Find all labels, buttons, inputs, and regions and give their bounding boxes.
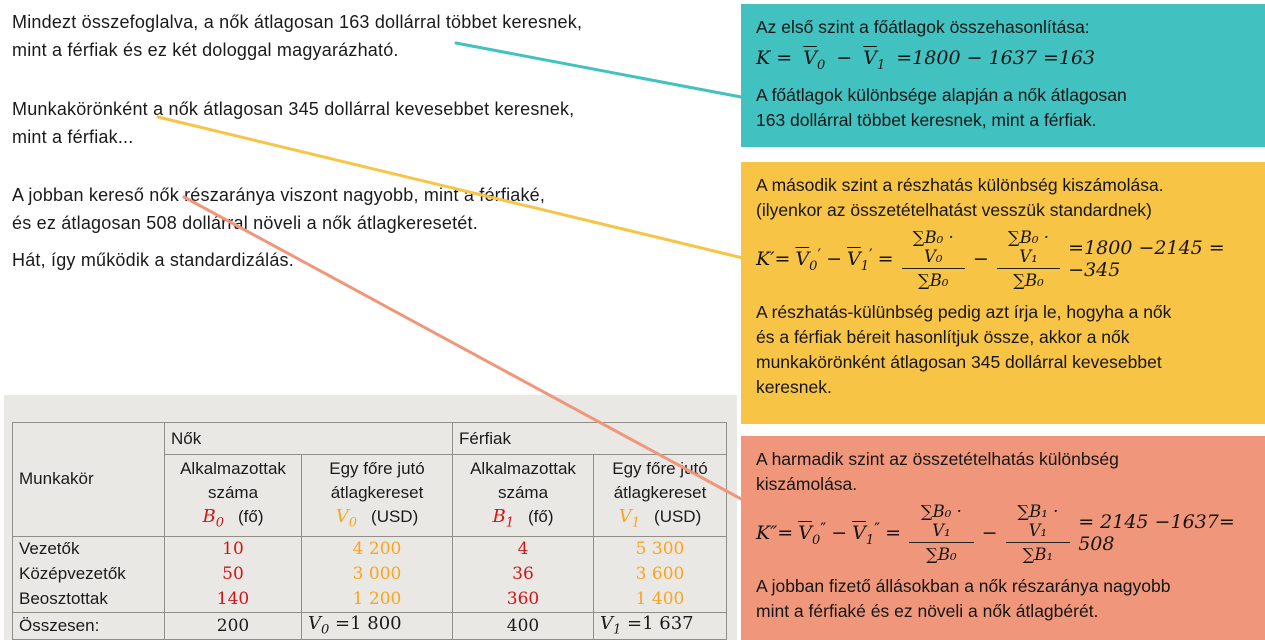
symbol-b1: $B_1$	[492, 506, 514, 531]
text-line: kiszámolása.	[756, 474, 858, 494]
row-label: Beosztottak	[13, 587, 165, 613]
column-header-munkakor: Munkakör	[13, 423, 165, 537]
cell-value: 3 600	[594, 562, 727, 587]
third-level-caption	[756, 574, 1250, 624]
text-line: átlagkereset	[613, 483, 707, 502]
subheader-men-count	[453, 455, 594, 537]
third-level-title	[756, 447, 1250, 497]
first-level-title: Az első szint a főátlagok összehasonlítása:	[756, 17, 1090, 37]
text-line: Mindezt összefoglalva, a nők átlagosan 163 dollárral többet keresnek,	[12, 12, 583, 32]
table-row	[13, 587, 727, 613]
total-men-average: $\overline{V}_1 =1$ 637	[594, 612, 727, 639]
cell-value: 50	[165, 562, 302, 587]
paragraph-per-job-difference	[12, 95, 574, 151]
table-group-header-row	[13, 423, 727, 455]
text-line: Egy főre jutó	[612, 459, 708, 478]
text-line: átlagkereset	[330, 483, 424, 502]
text-line: A részhatás-külünbség pedig azt írja le, hogyha a nők	[756, 302, 1172, 322]
text-line: mint a férfiak és ez két dologgal magyarázható.	[12, 40, 399, 60]
second-level-title	[756, 173, 1250, 223]
total-men-count: 400	[453, 612, 594, 639]
symbol-v1: $V_1$	[618, 506, 641, 531]
text-line: száma	[497, 483, 549, 502]
cell-value: 10	[165, 536, 302, 562]
text-line: és ez átlagosan 508 dollárral növeli a nők átlagkeresetét.	[12, 213, 478, 233]
cell-value: 4	[453, 536, 594, 562]
group-header-men: Férfiak	[453, 423, 727, 455]
cell-value: 36	[453, 562, 594, 587]
table-row	[13, 536, 727, 562]
cell-value: 360	[453, 587, 594, 613]
text-line: mint a férfiak...	[12, 127, 134, 147]
second-level-box	[741, 162, 1265, 424]
subheader-women-count	[165, 455, 302, 537]
text-line: Alkalmazottak	[470, 459, 576, 478]
text-line: száma	[207, 483, 259, 502]
symbol-b0: $B_0$	[202, 506, 224, 531]
cell-value: 4 200	[302, 536, 453, 562]
text-line: A jobban fizető állásokban a nők részaránya nagyobb	[756, 576, 1171, 596]
paragraph-conclusion	[12, 246, 294, 274]
cell-value: 5 300	[594, 536, 727, 562]
paragraph-composition-effect	[12, 181, 545, 237]
unit-people: (fő)	[528, 507, 554, 526]
subheader-men-average	[594, 455, 727, 537]
cell-value: 140	[165, 587, 302, 613]
text-line: A második szint a részhatás különbség kiszámolása.	[756, 175, 1164, 195]
text-line: A harmadik szint az összetételhatás különbség	[756, 449, 1119, 469]
unit-usd: (USD)	[371, 507, 419, 526]
paragraph-main-difference	[12, 8, 582, 64]
table-total-row	[13, 612, 727, 639]
second-level-formula: K′= $\overline{V}_0'$ − $\overline{V}_1'$ = $\frac{\text{∑B₀ · V₀}}{\text{∑B₀}}$ − $\frac{\text{∑B₀ · V₁}}{\text{∑B₀}}$ =1800 −2145 = −345	[756, 228, 1225, 290]
cell-value: 1 400	[594, 587, 727, 613]
first-level-caption	[756, 83, 1250, 133]
text-line: mint a férfiaké és ez növeli a nők átlagbérét.	[756, 601, 1099, 621]
table-panel	[4, 395, 737, 640]
first-level-box	[741, 4, 1265, 147]
cell-value: 1 200	[302, 587, 453, 613]
wage-comparison-table	[12, 422, 727, 640]
unit-people: (fő)	[238, 507, 264, 526]
text-line: és a férfiak béreit hasonlítjuk össze, akkor a nők	[756, 327, 1130, 347]
text-line: A főátlagok különbsége alapján a nők átlagosan	[756, 84, 1127, 105]
row-label: Vezetők	[13, 536, 165, 562]
third-level-formula: K″= $\overline{V}_0''$ − $\overline{V}_1''$ = $\frac{\text{∑B₀ · V₁}}{\text{∑B₀}}$ − $\frac{\text{∑B₁ · V₁}}{\text{∑B₁}}$ = 2145 −1637= 508	[756, 502, 1235, 564]
table-row	[13, 562, 727, 587]
text-line: munkakörönként átlagosan 345 dollárral kevesebbet	[756, 352, 1162, 372]
cell-value: 3 000	[302, 562, 453, 587]
text-line: (ilyenkor az összetételhatást vesszük standardnek)	[756, 200, 1152, 220]
total-label: Összesen:	[13, 612, 165, 639]
symbol-v0: $V_0$	[335, 506, 358, 531]
row-label: Középvezetők	[13, 562, 165, 587]
total-women-average: $\overline{V}_0 =1$ 800	[302, 612, 453, 639]
text-line: Hát, így működik a standardizálás.	[12, 250, 294, 270]
text-line: keresnek.	[756, 377, 832, 397]
group-header-women: Nők	[165, 423, 453, 455]
text-line: A jobban kereső nők részaránya viszont nagyobb, mint a férfiaké,	[12, 185, 546, 205]
third-level-box	[741, 436, 1265, 640]
second-level-caption	[756, 300, 1250, 400]
text-line: 163 dollárral többet keresnek, mint a férfiak.	[756, 109, 1097, 130]
first-level-formula: $K = \overline{V}_0 - \overline{V}_1 =1800 - 1637 =163$	[756, 47, 1096, 73]
total-women-count: 200	[165, 612, 302, 639]
text-line: Munkakörönként a nők átlagosan 345 dollárral kevesebbet keresnek,	[12, 99, 575, 119]
text-line: Alkalmazottak	[180, 459, 286, 478]
subheader-women-average	[302, 455, 453, 537]
unit-usd: (USD)	[654, 507, 702, 526]
text-line: Egy főre jutó	[329, 459, 425, 478]
